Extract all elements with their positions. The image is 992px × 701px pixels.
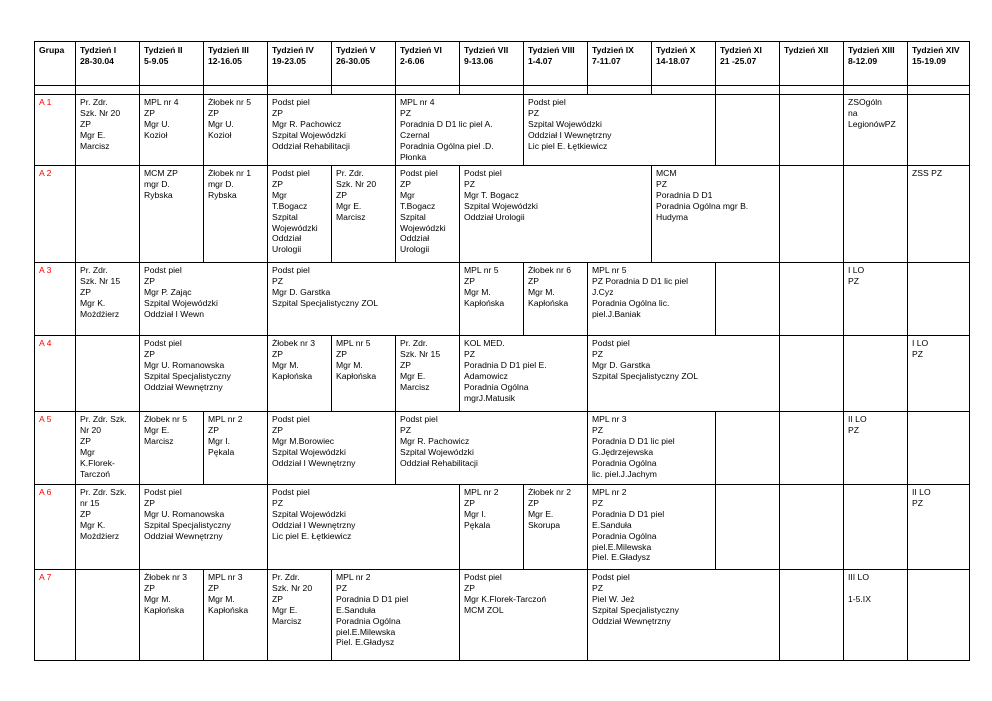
group-row [35,485,970,570]
group-label: A 2 [35,166,76,263]
gap-cell [844,86,908,95]
schedule-cell: MPL nr 2 ZP Mgr I. Pękala [460,485,524,570]
gap-cell [332,86,396,95]
schedule-cell [844,166,908,263]
header-week-dates: 7-11.07 [592,55,621,66]
group-row [35,336,970,412]
schedule-cell: Pr. Zdr. Szk. Nr 20 ZP Mgr K.Florek- Tarczoń [76,412,140,485]
schedule-cell: Podst piel PZ Piel W. Jeż Szpital Specjalistyczny Oddział Wewnętrzny [588,570,780,661]
schedule-cell: Pr. Zdr. Szk. Nr 20 ZP Mgr E. Marcisz [332,166,396,263]
group-label: A 7 [35,570,76,661]
schedule-cell: Podst piel ZP Mgr K.Florek-Tarczoń MCM ZOL [460,570,588,661]
schedule-cell: I LO PZ [844,263,908,336]
group-label: A 4 [35,336,76,412]
header-gap-row [35,86,970,95]
header-week-dates: 1-4.07 [528,55,553,66]
header-week [76,42,140,86]
schedule-cell [780,263,844,336]
schedule-cell: MPL nr 5 ZP Mgr M. Kapłońska [460,263,524,336]
schedule-cell: Żłobek nr 3 ZP Mgr M. Kapłońska [140,570,204,661]
header-week-name: Tydzień II [144,45,183,55]
schedule-body [35,86,970,661]
group-label: A 3 [35,263,76,336]
header-week-name: Tydzień IV [272,45,314,55]
header-week [844,42,908,86]
schedule-cell: Podst piel PZ Mgr D. Garstka Szpital Specjalistyczny ZOL [588,336,780,412]
schedule-cell: Żłobek nr 5 Mgr E. Marcisz [140,412,204,485]
schedule-cell: Podst piel ZP Mgr U. Romanowska Szpital Specjalistyczny Oddział Wewnętrzny [140,336,268,412]
schedule-cell: MPL nr 4 ZP Mgr U. Kozioł [140,95,204,166]
schedule-cell: MPL nr 5 PZ Poradnia D D1 lic piel J.Cyz Poradnia Ogólna lic. piel.J.Baniak [588,263,716,336]
header-week [588,42,652,86]
header-week-dates: 8-12.09 [848,55,878,66]
schedule-cell: MCM PZ Poradnia D D1 Poradnia Ogólna mgr B. Hudyma [652,166,780,263]
header-grupa [35,42,76,86]
schedule-cell [716,485,780,570]
gap-cell [76,86,140,95]
schedule-cell: MPL nr 5 ZP Mgr M. Kapłońska [332,336,396,412]
gap-cell [716,86,780,95]
schedule-cell: ZSOgóln na LegionówPZ [844,95,908,166]
schedule-cell [780,336,844,412]
header-week-dates: 9-13.06 [464,55,494,66]
schedule-cell: MPL nr 2 PZ Poradnia D D1 piel E.Sanduła Poradnia Ogólna piel.E.Milewska Piel. E.Gładysz [332,570,460,661]
schedule-cell: Żłobek nr 3 ZP Mgr M. Kapłońska [268,336,332,412]
schedule-cell [908,95,970,166]
schedule-cell: Pr. Zdr. Szk. Nr 15 ZP Mgr E. Marcisz [396,336,460,412]
schedule-cell: MPL nr 4 PZ Poradnia D D1 lic piel A. Czernal Poradnia Ogólna piel .D. Płonka [396,95,524,166]
header-week-name: Tydzień VIII [528,45,575,55]
schedule-cell [908,570,970,661]
schedule-cell [780,412,844,485]
gap-cell [652,86,716,95]
header-week-dates: 12-16.05 [208,55,242,66]
schedule-cell: Pr. Zdr. Szk. Nr 20 ZP Mgr E. Marcisz [268,570,332,661]
schedule-cell: Pr. Zdr. Szk. nr 15 ZP Mgr K. Możdżierz [76,485,140,570]
schedule-cell: Podst piel PZ Mgr D. Garstka Szpital Specjalistyczny ZOL [268,263,460,336]
gap-cell [268,86,332,95]
header-week [524,42,588,86]
group-row [35,570,970,661]
schedule-cell: MPL nr 2 ZP Mgr I. Pękala [204,412,268,485]
header-week-name: Tydzień X [656,45,696,55]
schedule-cell: Podst piel PZ Mgr T. Bogacz Szpital Wojewódzki Oddział Urologii [460,166,652,263]
header-week [204,42,268,86]
group-label: A 5 [35,412,76,485]
schedule-cell: Podst piel PZ Szpital Wojewódzki Oddział I Wewnętrzny Lic piel E. Łętkiewicz [268,485,460,570]
header-week [716,42,780,86]
header-week [780,42,844,86]
header-week-name: Tydzień XIII [848,45,895,55]
header-week-name: Tydzień VII [464,45,509,55]
header-week-dates: 26-30.05 [336,55,370,66]
group-row [35,95,970,166]
group-label: A 6 [35,485,76,570]
group-label: A 1 [35,95,76,166]
schedule-cell [716,412,780,485]
schedule-cell: Podst piel ZP Mgr T.Bogacz Szpital Wojewódzki Oddział Urologii [268,166,332,263]
schedule-cell: MPL nr 3 ZP Mgr M. Kapłońska [204,570,268,661]
group-row [35,412,970,485]
schedule-cell [716,95,780,166]
header-week-name: Tydzień I [80,45,117,55]
gap-cell [524,86,588,95]
schedule-cell: Żłobek nr 6 ZP Mgr M. Kapłońska [524,263,588,336]
header-week [268,42,332,86]
header-week [908,42,970,86]
gap-cell [396,86,460,95]
gap-cell [460,86,524,95]
header-week-dates: 14-18.07 [656,55,690,66]
schedule-cell: Podst piel ZP Mgr U. Romanowska Szpital Specjalistyczny Oddział Wewnętrzny [140,485,268,570]
schedule-cell [780,166,844,263]
schedule-cell [716,263,780,336]
header-week [140,42,204,86]
header-week-dates: 28-30.04 [80,55,114,66]
group-row [35,263,970,336]
schedule-cell: Pr. Zdr. Szk. Nr 15 ZP Mgr K. Możdżierz [76,263,140,336]
gap-cell [780,86,844,95]
header-week-dates: 19-23.05 [272,55,306,66]
header-week-name: Tydzień XI [720,45,762,55]
header-week [460,42,524,86]
schedule-sheet [34,41,969,661]
header-week-name: Tydzień XIV [912,45,960,55]
schedule-cell: MPL nr 3 PZ Poradnia D D1 lic piel G.Jędrzejewska Poradnia Ogólna lic. piel.J.Jachym [588,412,716,485]
gap-cell [908,86,970,95]
schedule-cell [780,485,844,570]
schedule-cell: ZSS PZ [908,166,970,263]
schedule-cell [780,570,844,661]
schedule-cell [76,570,140,661]
schedule-table [34,41,970,661]
schedule-cell [76,336,140,412]
schedule-cell: KOL MED. PZ Poradnia D D1 piel E. Adamowicz Poradnia Ogólna mgrJ.Matusik [460,336,588,412]
schedule-cell [908,412,970,485]
schedule-cell: Żłobek nr 1 mgr D. Rybska [204,166,268,263]
header-week [332,42,396,86]
schedule-cell: Podst piel PZ Mgr R. Pachowicz Szpital Wojewódzki Oddział Rehabilitacji [396,412,588,485]
schedule-cell: MCM ZP mgr D. Rybska [140,166,204,263]
header-row [35,42,970,86]
header-week-dates: 2-6.06 [400,55,425,66]
header-week-dates: 5-9.05 [144,55,169,66]
gap-cell [35,86,76,95]
header-week-dates: 21 -25.07 [720,55,757,66]
header-week-name: Tydzień VI [400,45,442,55]
header-week [652,42,716,86]
gap-cell [588,86,652,95]
schedule-cell: Podst piel ZP Mgr R. Pachowicz Szpital Wojewódzki Oddział Rehabilitacji [268,95,396,166]
schedule-cell [844,485,908,570]
schedule-cell: I LO PZ [908,336,970,412]
header-week-name: Grupa [39,45,65,55]
schedule-cell: II LO PZ [844,412,908,485]
schedule-cell [844,336,908,412]
schedule-cell: Pr. Zdr. Szk. Nr 20 ZP Mgr E. Marcisz [76,95,140,166]
group-row [35,166,970,263]
schedule-cell: II LO PZ [908,485,970,570]
schedule-cell [76,166,140,263]
header-week-name: Tydzień III [208,45,249,55]
header-week-name: Tydzień IX [592,45,634,55]
header-week-name: Tydzień V [336,45,376,55]
header-week-name: Tydzień XII [784,45,829,55]
schedule-cell [908,263,970,336]
schedule-cell: III LO 1-5.IX [844,570,908,661]
header-week [396,42,460,86]
schedule-cell: Podst piel ZP Mgr P. Zając Szpital Wojewódzki Oddział I Wewn [140,263,268,336]
schedule-cell [780,95,844,166]
gap-cell [140,86,204,95]
schedule-cell: MPL nr 2 PZ Poradnia D D1 piel E.Sanduła Poradnia Ogólna piel.E.Milewska Piel. E.Gładysz [588,485,716,570]
schedule-cell: Podst piel PZ Szpital Wojewódzki Oddział I Wewnętrzny Lic piel E. Łętkiewicz [524,95,716,166]
schedule-cell: Podst piel ZP Mgr M.Borowiec Szpital Wojewódzki Oddział I Wewnętrzny [268,412,396,485]
schedule-cell: Żłobek nr 2 ZP Mgr E. Skorupa [524,485,588,570]
schedule-cell: Żłobek nr 5 ZP Mgr U. Kozioł [204,95,268,166]
gap-cell [204,86,268,95]
header-week-dates: 15-19.09 [912,55,946,66]
schedule-cell: Podst piel ZP Mgr T.Bogacz Szpital Wojewódzki Oddział Urologii [396,166,460,263]
